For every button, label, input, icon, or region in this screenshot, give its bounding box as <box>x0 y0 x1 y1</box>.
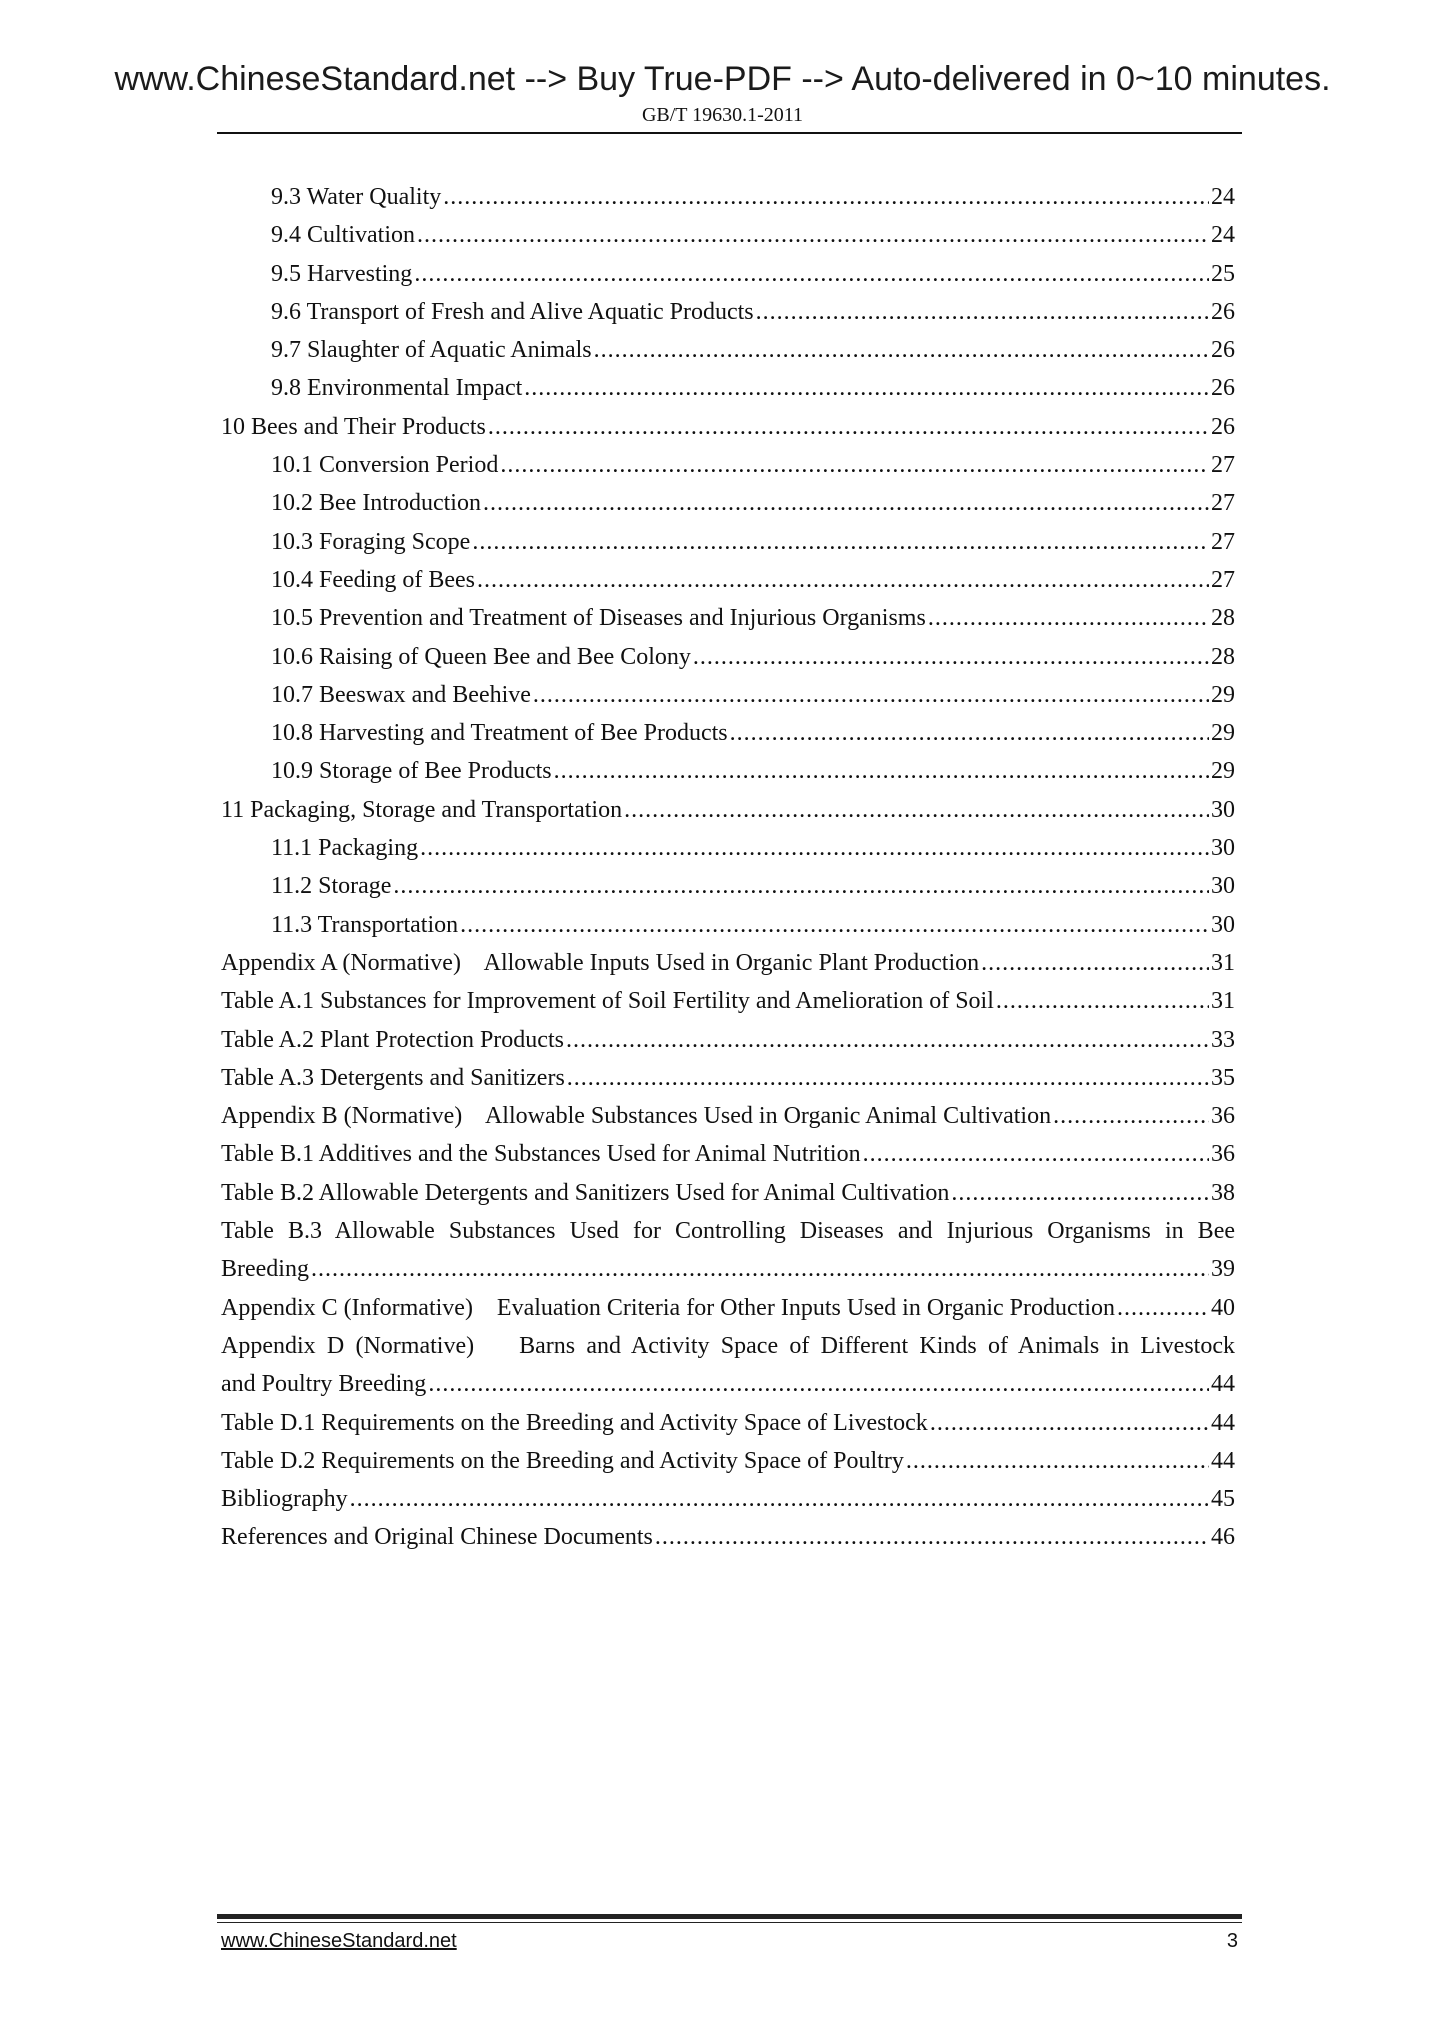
toc-entry[interactable] <box>221 523 1235 561</box>
toc-page: 26 <box>1211 298 1235 325</box>
toc-leader <box>594 331 1209 369</box>
toc-entry[interactable] <box>221 752 1235 790</box>
toc-entry[interactable] <box>221 676 1235 714</box>
toc-entry[interactable] <box>221 906 1235 944</box>
toc-entry[interactable] <box>221 484 1235 522</box>
toc-entry[interactable] <box>221 1518 1235 1556</box>
toc-title: 11.2 Storage <box>271 873 392 900</box>
toc-leader <box>393 867 1209 905</box>
toc-entry[interactable] <box>221 1059 1235 1097</box>
toc-page: 24 <box>1211 184 1235 210</box>
toc-entry[interactable] <box>221 982 1235 1020</box>
toc-leader <box>624 791 1209 829</box>
toc-entry[interactable] <box>221 178 1235 216</box>
toc-entry[interactable] <box>221 599 1235 637</box>
toc-title: 9.8 Environmental Impact <box>271 375 523 402</box>
toc-title: 9.5 Harvesting <box>271 260 413 287</box>
toc-page: 31 <box>1211 988 1235 1015</box>
toc-entry[interactable] <box>221 1442 1235 1480</box>
toc-title: Table D.1 Requirements on the Breeding and Activity Space of Livestock <box>221 1409 928 1436</box>
toc-page: 30 <box>1211 873 1235 900</box>
toc-title: 10 Bees and Their Products <box>221 413 486 440</box>
toc-leader <box>420 829 1209 867</box>
toc-title: 11.1 Packaging <box>271 835 419 862</box>
toc-entry[interactable] <box>221 791 1235 829</box>
toc-page: 27 <box>1211 490 1235 517</box>
toc-leader <box>472 523 1209 561</box>
toc-leader <box>1053 1097 1209 1135</box>
toc-page: 45 <box>1211 1486 1235 1513</box>
toc-title: 10.9 Storage of Bee Products <box>271 758 552 785</box>
toc-entry[interactable] <box>221 1404 1235 1442</box>
toc-entry[interactable] <box>221 867 1235 905</box>
toc-entry[interactable] <box>221 331 1235 369</box>
toc-leader <box>311 1250 1209 1288</box>
toc-page: 24 <box>1211 222 1235 249</box>
toc-title: Appendix B (Normative) Allowable Substances Used in Organic Animal Cultivation <box>221 1103 1052 1130</box>
toc-leader <box>414 255 1209 293</box>
toc-title: 9.4 Cultivation <box>271 222 415 249</box>
toc-page: 31 <box>1211 949 1235 976</box>
toc-title: 10.5 Prevention and Treatment of Diseases and Injurious Organisms <box>271 605 926 632</box>
toc-title: Breeding <box>221 1256 309 1283</box>
toc-entry[interactable] <box>221 1289 1235 1327</box>
toc-entry[interactable] <box>221 1021 1235 1059</box>
toc-page: 30 <box>1211 911 1235 938</box>
toc-title: Table A.3 Detergents and Sanitizers <box>221 1064 565 1091</box>
toc-page: 36 <box>1211 1141 1235 1168</box>
toc-entry[interactable] <box>221 1365 1235 1403</box>
toc-title: 11.3 Transportation <box>271 911 459 938</box>
toc-leader <box>483 484 1209 522</box>
footer-divider-thin <box>217 1922 1242 1923</box>
toc-entry[interactable] <box>221 369 1235 407</box>
toc-title: and Poultry Breeding <box>221 1371 427 1398</box>
toc-leader <box>533 676 1209 714</box>
toc-entry[interactable] <box>221 1480 1235 1518</box>
toc-title: Bibliography <box>221 1486 348 1513</box>
toc-page: 29 <box>1211 681 1235 708</box>
toc-page: 38 <box>1211 1179 1235 1206</box>
toc-title: Appendix C (Informative) Evaluation Criteria for Other Inputs Used in Organic Production <box>221 1294 1116 1321</box>
toc-title: 10.1 Conversion Period <box>271 452 499 479</box>
toc-title: Table B.2 Allowable Detergents and Sanitizers Used for Animal Cultivation <box>221 1179 950 1206</box>
toc-leader <box>730 714 1209 752</box>
toc-entry[interactable] <box>221 1250 1235 1288</box>
toc-entry-wrap-line[interactable]: Table B.3 Allowable Substances Used for Controlling Diseases and Injurious Organisms in Bee <box>221 1218 1235 1245</box>
toc-leader <box>417 216 1209 254</box>
toc-title: 10.8 Harvesting and Treatment of Bee Products <box>271 720 728 747</box>
toc-leader <box>928 599 1209 637</box>
toc-entry[interactable] <box>221 1174 1235 1212</box>
toc-page: 27 <box>1211 528 1235 555</box>
toc-leader <box>930 1404 1209 1442</box>
toc-page: 35 <box>1211 1064 1235 1091</box>
site-banner[interactable]: www.ChineseStandard.net --> Buy True-PDF --> Auto-delivered in 0~10 minutes. <box>114 60 1331 98</box>
toc-entry-wrap-line[interactable]: Appendix D (Normative) Barns and Activity Space of Different Kinds of Animals in Livestock <box>221 1332 1235 1359</box>
toc-page: 33 <box>1211 1026 1235 1053</box>
toc-leader <box>524 369 1209 407</box>
toc-leader <box>443 178 1209 216</box>
toc-leader <box>981 944 1209 982</box>
toc-leader <box>693 638 1209 676</box>
toc-title: Table A.2 Plant Protection Products <box>221 1026 564 1053</box>
toc-title: 10.6 Raising of Queen Bee and Bee Colony <box>271 643 691 670</box>
toc-page: 44 <box>1211 1447 1235 1474</box>
toc-page: 25 <box>1211 260 1235 287</box>
toc-entry[interactable] <box>221 1097 1235 1135</box>
toc-title: 11 Packaging, Storage and Transportation <box>221 796 623 823</box>
toc-page: 44 <box>1211 1371 1235 1398</box>
toc-entry[interactable] <box>221 216 1235 254</box>
footer-divider-thick <box>217 1914 1242 1919</box>
toc-leader <box>566 1021 1209 1059</box>
toc-leader <box>350 1480 1209 1518</box>
toc-leader <box>863 1135 1209 1173</box>
toc-page: 46 <box>1211 1524 1235 1551</box>
toc-title: 9.6 Transport of Fresh and Alive Aquatic Products <box>271 298 754 325</box>
toc-entry[interactable] <box>221 1135 1235 1173</box>
toc-leader <box>655 1518 1209 1556</box>
toc-leader <box>996 982 1209 1020</box>
toc-page: 26 <box>1211 413 1235 440</box>
toc-leader <box>428 1365 1209 1403</box>
toc-page: 26 <box>1211 375 1235 402</box>
toc-title: Appendix A (Normative) Allowable Inputs Used in Organic Plant Production <box>221 949 980 976</box>
toc-title: References and Original Chinese Documents <box>221 1524 653 1551</box>
toc-title: Table A.1 Substances for Improvement of Soil Fertility and Amelioration of Soil <box>221 988 994 1015</box>
toc-title: 10.7 Beeswax and Beehive <box>271 681 531 708</box>
toc-leader <box>488 408 1209 446</box>
toc-entry[interactable] <box>221 561 1235 599</box>
toc-entry[interactable] <box>221 829 1235 867</box>
toc-entry[interactable] <box>221 446 1235 484</box>
footer-site-link[interactable]: www.ChineseStandard.net <box>221 1930 457 1952</box>
toc-entry[interactable] <box>221 714 1235 752</box>
toc-title: 10.3 Foraging Scope <box>271 528 471 555</box>
header-divider <box>217 132 1242 134</box>
page-number: 3 <box>1226 1930 1238 1952</box>
toc-page: 40 <box>1211 1294 1235 1321</box>
toc-page: 44 <box>1211 1409 1235 1436</box>
toc-title: 9.7 Slaughter of Aquatic Animals <box>271 337 592 364</box>
toc-page: 28 <box>1211 605 1235 632</box>
toc-entry[interactable] <box>221 944 1235 982</box>
toc-leader <box>906 1442 1209 1480</box>
toc-entry[interactable] <box>221 255 1235 293</box>
toc-page: 29 <box>1211 720 1235 747</box>
toc-entry[interactable] <box>221 293 1235 331</box>
table-of-contents <box>221 178 1235 1557</box>
toc-title: Table D.2 Requirements on the Breeding and Activity Space of Poultry <box>221 1447 904 1474</box>
toc-page: 39 <box>1211 1256 1235 1283</box>
toc-title: 10.2 Bee Introduction <box>271 490 481 517</box>
toc-page: 26 <box>1211 337 1235 364</box>
toc-title: 10.4 Feeding of Bees <box>271 566 475 593</box>
toc-entry[interactable] <box>221 638 1235 676</box>
toc-leader <box>567 1059 1209 1097</box>
toc-leader <box>756 293 1209 331</box>
toc-page: 36 <box>1211 1103 1235 1130</box>
toc-page: 27 <box>1211 452 1235 479</box>
toc-title: Table B.1 Additives and the Substances Used for Animal Nutrition <box>221 1141 861 1168</box>
toc-entry[interactable] <box>221 408 1235 446</box>
toc-page: 30 <box>1211 835 1235 862</box>
toc-leader <box>554 752 1209 790</box>
standard-code: GB/T 19630.1-2011 <box>641 104 804 126</box>
toc-leader <box>951 1174 1209 1212</box>
toc-leader <box>477 561 1209 599</box>
toc-page: 27 <box>1211 566 1235 593</box>
toc-page: 30 <box>1211 796 1235 823</box>
toc-page: 28 <box>1211 643 1235 670</box>
toc-leader <box>500 446 1209 484</box>
toc-page: 29 <box>1211 758 1235 785</box>
toc-title: 9.3 Water Quality <box>271 184 442 210</box>
toc-leader <box>1117 1289 1209 1327</box>
toc-leader <box>460 906 1209 944</box>
